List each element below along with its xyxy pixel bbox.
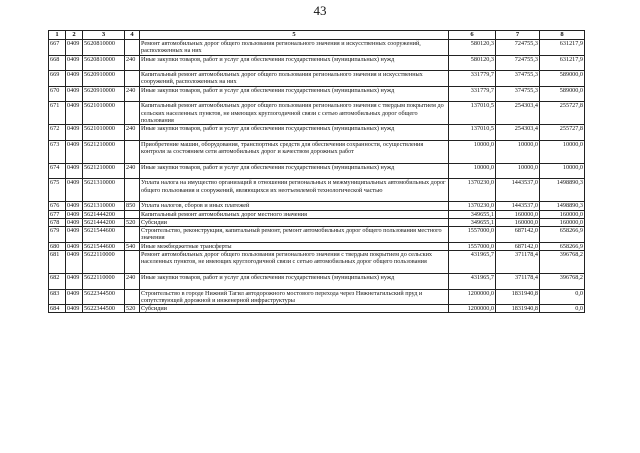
amount-year-2: 254303,4 <box>496 102 540 125</box>
item-name: Иные закупки товаров, работ и услуг для обеспечения государственных (муниципальных) нужд <box>140 273 449 289</box>
expense-type-code <box>125 251 140 274</box>
item-name: Иные межбюджетные трансферты <box>140 242 449 250</box>
expense-type-code: 240 <box>125 163 140 179</box>
expense-type-code: 520 <box>125 305 140 313</box>
column-header: 8 <box>540 31 585 40</box>
section-code: 0409 <box>66 305 83 313</box>
amount-year-3: 255727,8 <box>540 102 585 125</box>
table-row <box>49 179 585 202</box>
amount-year-1: 431965,7 <box>449 273 496 289</box>
amount-year-1: 349655,1 <box>449 210 496 218</box>
row-number: 681 <box>49 251 66 274</box>
target-article-code: 5622110000 <box>83 273 125 289</box>
section-code: 0409 <box>66 227 83 243</box>
table-row <box>49 125 585 141</box>
expense-type-code: 240 <box>125 125 140 141</box>
amount-year-3: 0,0 <box>540 289 585 305</box>
row-number: 672 <box>49 125 66 141</box>
item-name: Иные закупки товаров, работ и услуг для обеспечения государственных (муниципальных) нужд <box>140 55 449 71</box>
amount-year-3: 10000,0 <box>540 140 585 163</box>
expense-type-code <box>125 102 140 125</box>
amount-year-2: 160000,0 <box>496 218 540 226</box>
item-name: Иные закупки товаров, работ и услуг для обеспечения государственных (муниципальных) нужд <box>140 86 449 102</box>
table-row <box>49 305 585 313</box>
section-code: 0409 <box>66 86 83 102</box>
amount-year-2: 724755,3 <box>496 40 540 56</box>
item-name: Строительство, реконструкция, капитальный ремонт, ремонт автомобильных дорог общего пользования местного значения <box>140 227 449 243</box>
table-header-row <box>49 31 585 40</box>
amount-year-1: 349655,1 <box>449 218 496 226</box>
amount-year-3: 255727,8 <box>540 125 585 141</box>
target-article-code: 5621010000 <box>83 102 125 125</box>
item-name: Строительство в городе Нижний Тагил автодорожного мостового перехода через Нижнетагильский пруд и сопутствующей дорожной и инженерной инфраструктуры <box>140 289 449 305</box>
target-article-code: 5622344500 <box>83 289 125 305</box>
table-row <box>49 140 585 163</box>
section-code: 0409 <box>66 125 83 141</box>
target-article-code: 5621444200 <box>83 210 125 218</box>
amount-year-2: 160000,0 <box>496 210 540 218</box>
amount-year-2: 724755,3 <box>496 55 540 71</box>
expense-type-code <box>125 71 140 87</box>
row-number: 683 <box>49 289 66 305</box>
amount-year-3: 0,0 <box>540 305 585 313</box>
amount-year-3: 658266,9 <box>540 227 585 243</box>
amount-year-2: 254303,4 <box>496 125 540 141</box>
item-name: Приобретение машин, оборудования, транспортных средств для обеспечения сохранности, осуществления контроля за состоянием сети автомобильных дорог и качеством дорожных работ <box>140 140 449 163</box>
amount-year-3: 658266,9 <box>540 242 585 250</box>
amount-year-1: 331779,7 <box>449 86 496 102</box>
section-code: 0409 <box>66 251 83 274</box>
amount-year-3: 631217,9 <box>540 40 585 56</box>
row-number: 667 <box>49 40 66 56</box>
section-code: 0409 <box>66 202 83 210</box>
amount-year-2: 687142,0 <box>496 242 540 250</box>
amount-year-1: 331779,7 <box>449 71 496 87</box>
target-article-code: 5621310000 <box>83 179 125 202</box>
table-row <box>49 218 585 226</box>
expense-type-code <box>125 210 140 218</box>
item-name: Ремонт автомобильных дорог общего пользования регионального значения и искусственных сооружений, расположенных на них <box>140 40 449 56</box>
column-header: 1 <box>49 31 66 40</box>
amount-year-2: 10000,0 <box>496 140 540 163</box>
row-number: 674 <box>49 163 66 179</box>
column-header: 7 <box>496 31 540 40</box>
amount-year-1: 1370230,0 <box>449 202 496 210</box>
target-article-code: 5621310000 <box>83 202 125 210</box>
table-row <box>49 227 585 243</box>
table-row <box>49 289 585 305</box>
row-number: 669 <box>49 71 66 87</box>
amount-year-1: 137010,5 <box>449 125 496 141</box>
amount-year-2: 1443537,0 <box>496 179 540 202</box>
item-name: Субсидии <box>140 218 449 226</box>
amount-year-1: 1370230,0 <box>449 179 496 202</box>
section-code: 0409 <box>66 71 83 87</box>
column-header: 3 <box>83 31 125 40</box>
section-code: 0409 <box>66 55 83 71</box>
section-code: 0409 <box>66 242 83 250</box>
expense-type-code: 520 <box>125 218 140 226</box>
section-code: 0409 <box>66 163 83 179</box>
amount-year-3: 10000,0 <box>540 163 585 179</box>
amount-year-1: 1557000,0 <box>449 227 496 243</box>
expense-type-code: 540 <box>125 242 140 250</box>
row-number: 682 <box>49 273 66 289</box>
table-row <box>49 71 585 87</box>
amount-year-1: 1557000,0 <box>449 242 496 250</box>
row-number: 668 <box>49 55 66 71</box>
expense-type-code <box>125 227 140 243</box>
amount-year-3: 631217,9 <box>540 55 585 71</box>
section-code: 0409 <box>66 210 83 218</box>
section-code: 0409 <box>66 40 83 56</box>
table-row <box>49 40 585 56</box>
target-article-code: 5620810000 <box>83 55 125 71</box>
section-code: 0409 <box>66 273 83 289</box>
item-name: Уплата налога на имущество организаций в отношении региональных и межмуниципальных автомобильных дорог общего пользования и сооружений, являющихся их неотъемлемой технологической частью <box>140 179 449 202</box>
section-code: 0409 <box>66 289 83 305</box>
target-article-code: 5620910000 <box>83 86 125 102</box>
target-article-code: 5621544600 <box>83 227 125 243</box>
target-article-code: 5621210000 <box>83 140 125 163</box>
row-number: 670 <box>49 86 66 102</box>
amount-year-3: 160000,0 <box>540 210 585 218</box>
section-code: 0409 <box>66 218 83 226</box>
item-name: Капитальный ремонт автомобильных дорог общего пользования регионального значения и искусственных сооружений, расположенных на них <box>140 71 449 87</box>
expense-type-code <box>125 40 140 56</box>
amount-year-1: 431965,7 <box>449 251 496 274</box>
expense-type-code: 240 <box>125 86 140 102</box>
amount-year-3: 396768,2 <box>540 273 585 289</box>
amount-year-2: 371178,4 <box>496 273 540 289</box>
item-name: Ремонт автомобильных дорог общего пользования регионального значения с твердым покрытием до сельских населенных пунктов, не имеющих круглогодичной связи с сетью автомобильных дорог общего пользования <box>140 251 449 274</box>
table-row <box>49 251 585 274</box>
target-article-code: 5621544600 <box>83 242 125 250</box>
amount-year-1: 10000,0 <box>449 140 496 163</box>
amount-year-2: 1831940,8 <box>496 289 540 305</box>
amount-year-3: 160000,0 <box>540 218 585 226</box>
expense-type-code: 850 <box>125 202 140 210</box>
amount-year-2: 374755,3 <box>496 71 540 87</box>
table-row <box>49 202 585 210</box>
amount-year-1: 580120,3 <box>449 55 496 71</box>
expense-type-code <box>125 179 140 202</box>
table-row <box>49 210 585 218</box>
amount-year-1: 10000,0 <box>449 163 496 179</box>
amount-year-2: 687142,0 <box>496 227 540 243</box>
target-article-code: 5620910000 <box>83 71 125 87</box>
item-name: Иные закупки товаров, работ и услуг для обеспечения государственных (муниципальных) нужд <box>140 163 449 179</box>
column-header: 6 <box>449 31 496 40</box>
row-number: 677 <box>49 210 66 218</box>
row-number: 680 <box>49 242 66 250</box>
target-article-code: 5621010000 <box>83 125 125 141</box>
item-name: Капитальный ремонт автомобильных дорог общего пользования регионального значения с твердым покрытием до сельских населенных пунктов, не имеющих круглогодичной связи с сетью автомобильных дорог общего пользования <box>140 102 449 125</box>
amount-year-3: 396768,2 <box>540 251 585 274</box>
item-name: Уплата налогов, сборов и иных платежей <box>140 202 449 210</box>
table-row <box>49 86 585 102</box>
amount-year-3: 589000,0 <box>540 86 585 102</box>
target-article-code: 5622344500 <box>83 305 125 313</box>
target-article-code: 5622110000 <box>83 251 125 274</box>
column-header: 4 <box>125 31 140 40</box>
table-row <box>49 102 585 125</box>
amount-year-1: 1200000,0 <box>449 305 496 313</box>
row-number: 678 <box>49 218 66 226</box>
amount-year-2: 371178,4 <box>496 251 540 274</box>
expense-type-code: 240 <box>125 273 140 289</box>
target-article-code: 5620810000 <box>83 40 125 56</box>
section-code: 0409 <box>66 102 83 125</box>
table-row <box>49 242 585 250</box>
section-code: 0409 <box>66 179 83 202</box>
amount-year-1: 580120,3 <box>449 40 496 56</box>
amount-year-2: 1443537,0 <box>496 202 540 210</box>
target-article-code: 5621444200 <box>83 218 125 226</box>
amount-year-2: 10000,0 <box>496 163 540 179</box>
row-number: 684 <box>49 305 66 313</box>
row-number: 675 <box>49 179 66 202</box>
expense-type-code <box>125 289 140 305</box>
table-row <box>49 273 585 289</box>
target-article-code: 5621210000 <box>83 163 125 179</box>
expense-type-code: 240 <box>125 55 140 71</box>
row-number: 671 <box>49 102 66 125</box>
expense-type-code <box>125 140 140 163</box>
column-header: 5 <box>140 31 449 40</box>
item-name: Иные закупки товаров, работ и услуг для обеспечения государственных (муниципальных) нужд <box>140 125 449 141</box>
amount-year-3: 589000,0 <box>540 71 585 87</box>
amount-year-1: 1200000,0 <box>449 289 496 305</box>
amount-year-3: 1498890,3 <box>540 202 585 210</box>
budget-table <box>48 30 585 313</box>
item-name: Капитальный ремонт автомобильных дорог местного значения <box>140 210 449 218</box>
item-name: Субсидии <box>140 305 449 313</box>
table-row <box>49 55 585 71</box>
amount-year-2: 1831940,8 <box>496 305 540 313</box>
amount-year-1: 137010,5 <box>449 102 496 125</box>
section-code: 0409 <box>66 140 83 163</box>
row-number: 673 <box>49 140 66 163</box>
amount-year-2: 374755,3 <box>496 86 540 102</box>
table-row <box>49 163 585 179</box>
table-body <box>49 40 585 313</box>
amount-year-3: 1498890,3 <box>540 179 585 202</box>
page-number: 43 <box>313 3 327 18</box>
row-number: 679 <box>49 227 66 243</box>
column-header: 2 <box>66 31 83 40</box>
row-number: 676 <box>49 202 66 210</box>
